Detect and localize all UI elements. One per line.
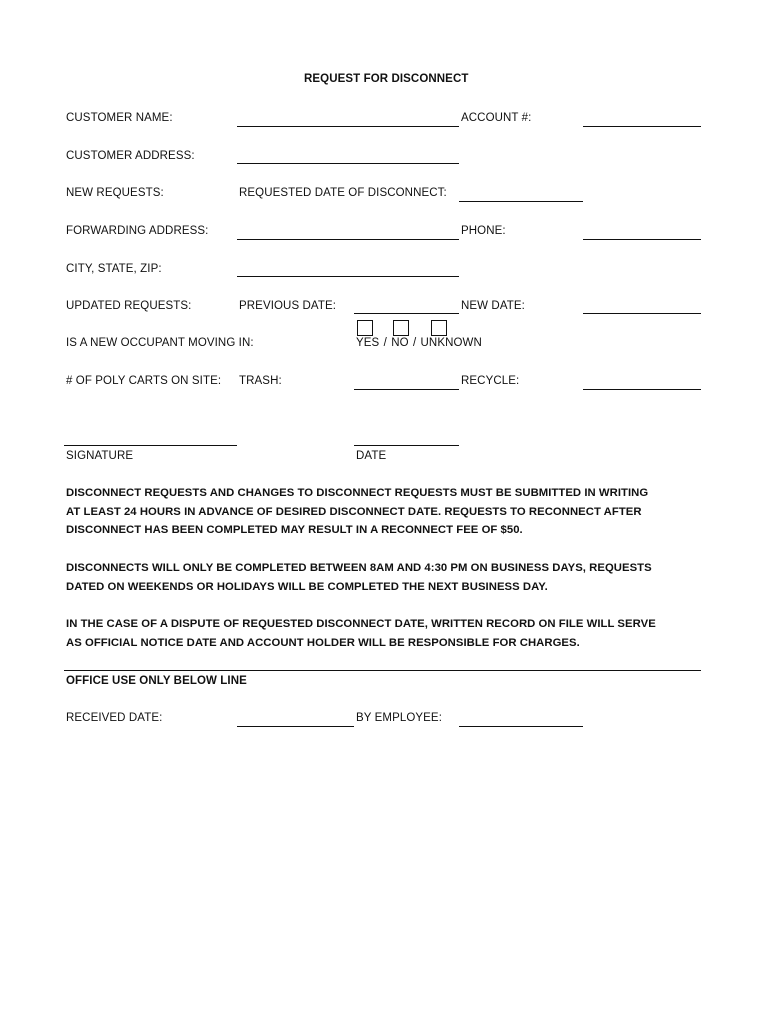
no-checkbox[interactable] xyxy=(393,320,409,336)
previous-date-label: PREVIOUS DATE: xyxy=(239,300,337,312)
by-employee-label: BY EMPLOYEE: xyxy=(356,712,442,724)
unknown-checkbox[interactable] xyxy=(431,320,447,336)
customer-address-field[interactable] xyxy=(237,163,459,164)
trash-label: TRASH: xyxy=(239,375,282,387)
new-date-label: NEW DATE: xyxy=(461,300,525,312)
received-date-label: RECEIVED DATE: xyxy=(66,712,163,724)
updated-requests-label: UPDATED REQUESTS: xyxy=(66,300,192,312)
notice-line: DISCONNECT HAS BEEN COMPLETED MAY RESULT IN A RECONNECT FEE OF $50. xyxy=(66,524,523,536)
received-date-field[interactable] xyxy=(237,726,354,727)
signature-label: SIGNATURE xyxy=(66,450,134,462)
occupant-options-label: YES / NO / UNKNOWN xyxy=(356,337,482,349)
requested-date-field[interactable] xyxy=(459,201,583,202)
office-divider xyxy=(64,670,701,671)
notice-paragraph-3 xyxy=(66,615,656,652)
notice-line: IN THE CASE OF A DISPUTE OF REQUESTED DISCONNECT DATE, WRITTEN RECORD ON FILE WILL SERVE xyxy=(66,618,656,630)
phone-label: PHONE: xyxy=(461,225,506,237)
trash-count-field[interactable] xyxy=(354,389,459,390)
new-occupant-label: IS A NEW OCCUPANT MOVING IN: xyxy=(66,337,254,349)
notice-line: DISCONNECTS WILL ONLY BE COMPLETED BETWEEN 8AM AND 4:30 PM ON BUSINESS DAYS, REQUESTS xyxy=(66,562,652,574)
customer-address-label: CUSTOMER ADDRESS: xyxy=(66,150,195,162)
notice-line: DISCONNECT REQUESTS AND CHANGES TO DISCONNECT REQUESTS MUST BE SUBMITTED IN WRITING xyxy=(66,487,649,499)
requested-date-label: REQUESTED DATE OF DISCONNECT: xyxy=(239,187,447,199)
account-number-field[interactable] xyxy=(583,126,701,127)
recycle-label: RECYCLE: xyxy=(461,375,520,387)
poly-carts-label: # OF POLY CARTS ON SITE: xyxy=(66,375,222,387)
city-state-zip-label: CITY, STATE, ZIP: xyxy=(66,263,162,275)
customer-name-label: CUSTOMER NAME: xyxy=(66,112,173,124)
customer-name-field[interactable] xyxy=(237,126,459,127)
previous-date-field[interactable] xyxy=(354,313,459,314)
new-date-field[interactable] xyxy=(583,313,701,314)
account-label: ACCOUNT #: xyxy=(461,112,532,124)
date-label: DATE xyxy=(356,450,387,462)
notice-paragraph-1 xyxy=(66,484,648,540)
city-state-zip-field[interactable] xyxy=(237,276,459,277)
new-requests-label: NEW REQUESTS: xyxy=(66,187,164,199)
office-use-heading: OFFICE USE ONLY BELOW LINE xyxy=(66,675,247,687)
signature-date-field[interactable] xyxy=(354,445,459,446)
signature-field[interactable] xyxy=(64,445,237,446)
notice-line: AT LEAST 24 HOURS IN ADVANCE OF DESIRED DISCONNECT DATE. REQUESTS TO RECONNECT AFTER xyxy=(66,505,642,518)
notice-line: DATED ON WEEKENDS OR HOLIDAYS WILL BE COMPLETED THE NEXT BUSINESS DAY. xyxy=(66,580,548,593)
form-title: REQUEST FOR DISCONNECT xyxy=(304,73,469,85)
forwarding-address-field[interactable] xyxy=(237,239,459,240)
yes-checkbox[interactable] xyxy=(357,320,373,336)
notice-line: AS OFFICIAL NOTICE DATE AND ACCOUNT HOLDER WILL BE RESPONSIBLE FOR CHARGES. xyxy=(66,636,580,649)
forwarding-address-label: FORWARDING ADDRESS: xyxy=(66,225,209,237)
by-employee-field[interactable] xyxy=(459,726,583,727)
notice-paragraph-2 xyxy=(66,559,652,596)
recycle-count-field[interactable] xyxy=(583,389,701,390)
phone-field[interactable] xyxy=(583,239,701,240)
